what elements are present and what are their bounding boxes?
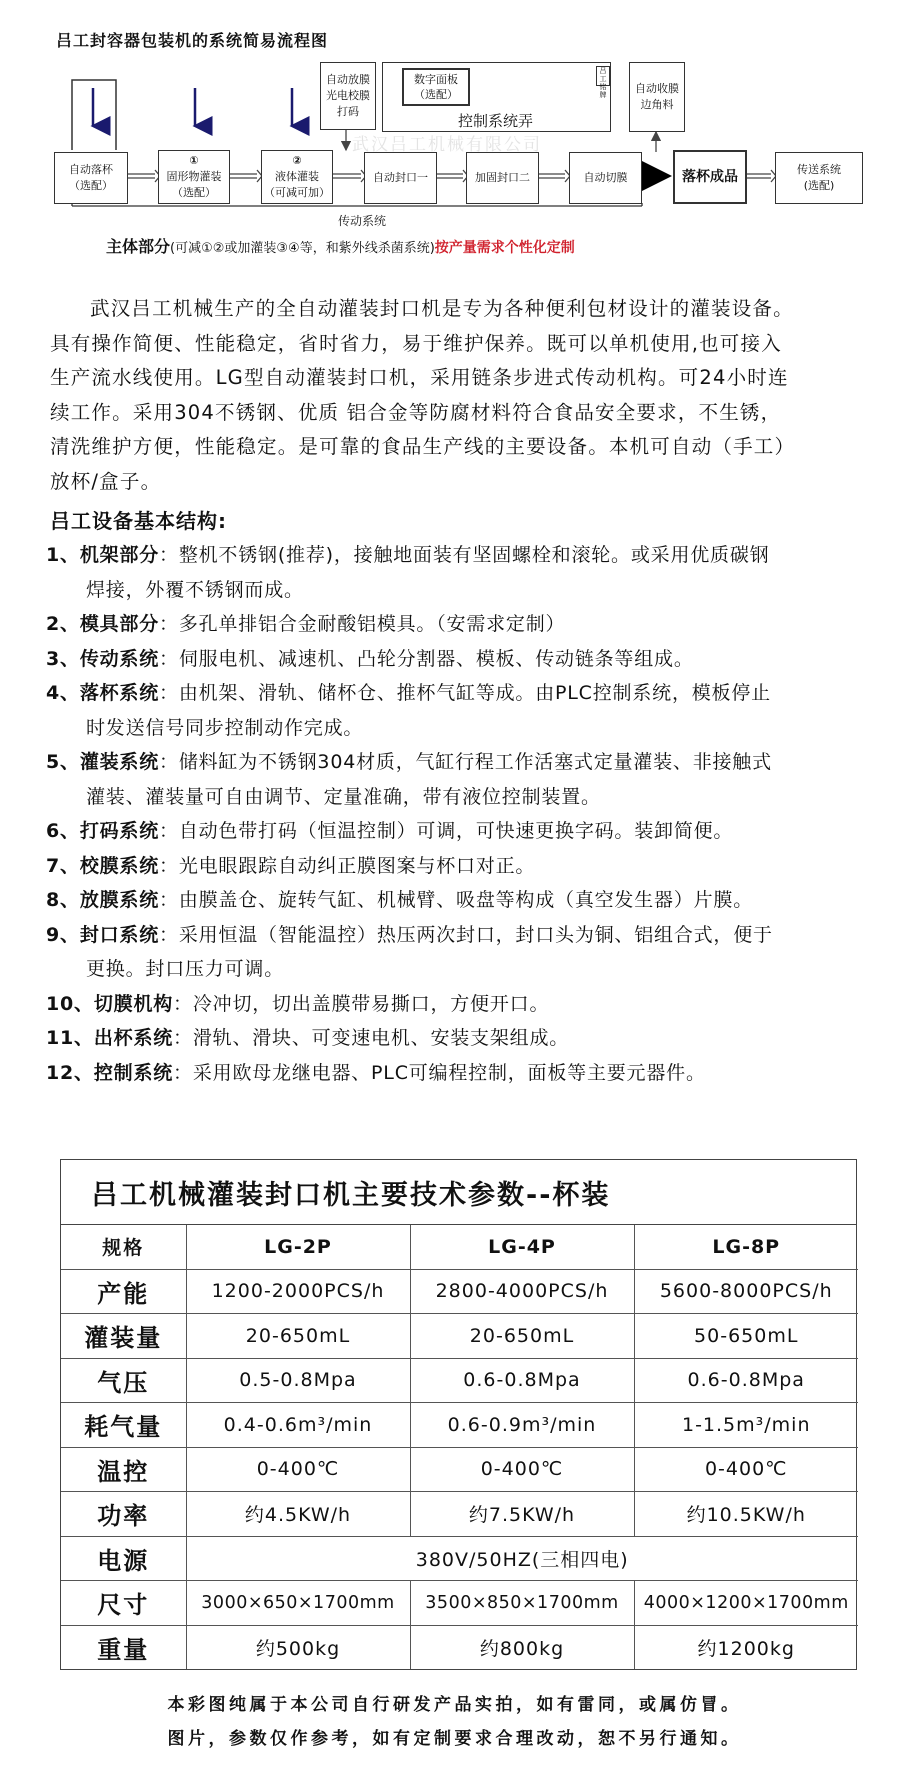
table-row: 产能 1200-2000PCS/h 2800-4000PCS/h 5600-8000PCS/h [61, 1269, 858, 1314]
drive-label: 传动系统 [338, 214, 387, 228]
control-label: 控制系统弄 [458, 112, 534, 130]
list-item: 4、 落杯系统：由机架、滑轨、储杯仓、推杯气缸等成。由PLC控制系统，模板停止 时发送信号同步控制动作完成。 [46, 682, 771, 739]
structure-list [46, 538, 881, 1090]
table-row: 功率 约4.5KW/h 约7.5KW/h 约10.5KW/h [61, 1492, 858, 1537]
list-item: 6、 打码系统：自动色带打码（恒温控制）可调，可快速更换字码。装卸简便。 [46, 820, 734, 842]
list-item: 12、 控制系统：采用欧母龙继电器、PLC可编程控制，面板等主要元器件。 [46, 1061, 706, 1084]
watermark: 武汉吕工机械有限公司 [352, 135, 542, 155]
list-item: 7、 校膜系统：光电眼跟踪自动纠正膜图案与杯口对正。 [46, 854, 536, 877]
list-item: 9、 封口系统：采用恒温（智能温控）热压两次封口，封口头为铜、铝组合式，便于 更换。封口压力可调。 [46, 923, 773, 980]
table-row: 电源 380V/50HZ(三相四电) [61, 1536, 858, 1581]
table-row: 重量 约500kg 约800kg 约1200kg [61, 1625, 858, 1669]
body-part-detail: (可减①②或加灌装③④等，和紫外线杀菌系统) [170, 241, 435, 256]
intro-paragraph: 武汉吕工机械生产的全自动灌装封口机是专为各种便利包材设计的灌装设备。 具有操作简便、性能稳定，省时省力，易于维护保养。既可以单机使用,也可接入 生产流水线使用。LG型自动灌装封口机，采用链条步进式传动机构。可24小时连 续工作。采用304不锈钢、优质 铝合金等防腐材料符合食品安全要求，不生锈， 清洗维护方便，性能稳定。是可靠的食品生产线的主要设备。本机可自动（手工） 放杯/盒子。 [50, 297, 796, 493]
table-row: 气压 0.5-0.8Mpa 0.6-0.8Mpa 0.6-0.8Mpa [61, 1358, 858, 1403]
body-part-custom: 按产量需求个性化定制 [434, 240, 575, 256]
list-item: 10、 切膜机构：冷冲切，切出盖膜带易撕口，方便开口。 [46, 992, 550, 1015]
list-item: 1、 机架部分：整机不锈钢(推荐)，接触地面装有坚固螺栓和滚轮。或采用优质碳钢 焊接，外覆不锈钢而成。 [46, 544, 770, 601]
box-seal-two: 加固封口二 [466, 152, 539, 204]
table-row: 尺寸 3000×650×1700mm 3500×850×1700mm 4000×1200×1700mm [61, 1581, 858, 1626]
box-film-release: 自动放膜 光电校膜 打码 [320, 62, 376, 130]
box-cut-film: 自动切膜 [569, 152, 642, 204]
footer-line-2: 图片，参数仅作参考，如有定制要求合理改动，恕不另行通知。 [167, 1729, 742, 1749]
nameplate-mini: 吕工 铭牌 [596, 66, 610, 86]
spec-table-panel [60, 1159, 857, 1670]
list-item: 2、 模具部分：多孔单排铝合金耐酸铝模具。（安需求定制） [46, 613, 566, 635]
body-part-title: 主体部分 [106, 237, 171, 256]
box-solid-fill: ① 固形物灌装 （选配） [158, 150, 230, 204]
digital-panel: 数字面板 （选配） [402, 68, 470, 106]
box-conveyor: 传送系统 (选配) [775, 152, 863, 204]
table-row: 灌装量 20-650mL 20-650mL 50-650mL [61, 1314, 858, 1359]
box-seal-one: 自动封口一 [364, 152, 437, 204]
structure-title: 吕工设备基本结构: [50, 509, 227, 533]
body-part-note [106, 234, 575, 257]
footer-line-1: 本彩图纯属于本公司自行研发产品实拍，如有雷同，或属仿冒。 [167, 1695, 742, 1715]
box-liquid-fill: ② 液体灌装 （可减可加） [261, 150, 333, 204]
box-film-collect: 自动收膜 边角料 [629, 62, 685, 132]
spec-table [61, 1225, 858, 1669]
table-row: 温控 0-400℃ 0-400℃ 0-400℃ [61, 1447, 858, 1492]
list-item: 11、 出杯系统：滑轨、滑块、可变速电机、安装支架组成。 [46, 1027, 570, 1049]
list-item: 3、 传动系统：伺服电机、减速机、凸轮分割器、模板、传动链条等组成。 [46, 647, 694, 670]
spec-title: 吕工机械灌装封口机主要技术参数--杯装 [61, 1160, 856, 1225]
box-finished: 落杯成品 [673, 150, 747, 204]
list-item: 8、 放膜系统：由膜盖仓、旋转气缸、机械臂、吸盘等构成（真空发生器）片膜。 [46, 889, 754, 911]
list-item: 5、 灌装系统：储料缸为不锈钢304材质，气缸行程工作活塞式定量灌装、非接触式 灌装、灌装量可自由调节、定量准确，带有液位控制装置。 [46, 751, 772, 808]
box-drop-cup: 自动落杯 （选配） [54, 152, 128, 204]
flow-title: 吕工封容器包装机的系统简易流程图 [56, 31, 329, 50]
table-header-row: 规格 LG-2P LG-4P LG-8P [61, 1225, 858, 1269]
table-row: 耗气量 0.4-0.6m³/min 0.6-0.9m³/min 1-1.5m³/min [61, 1403, 858, 1448]
